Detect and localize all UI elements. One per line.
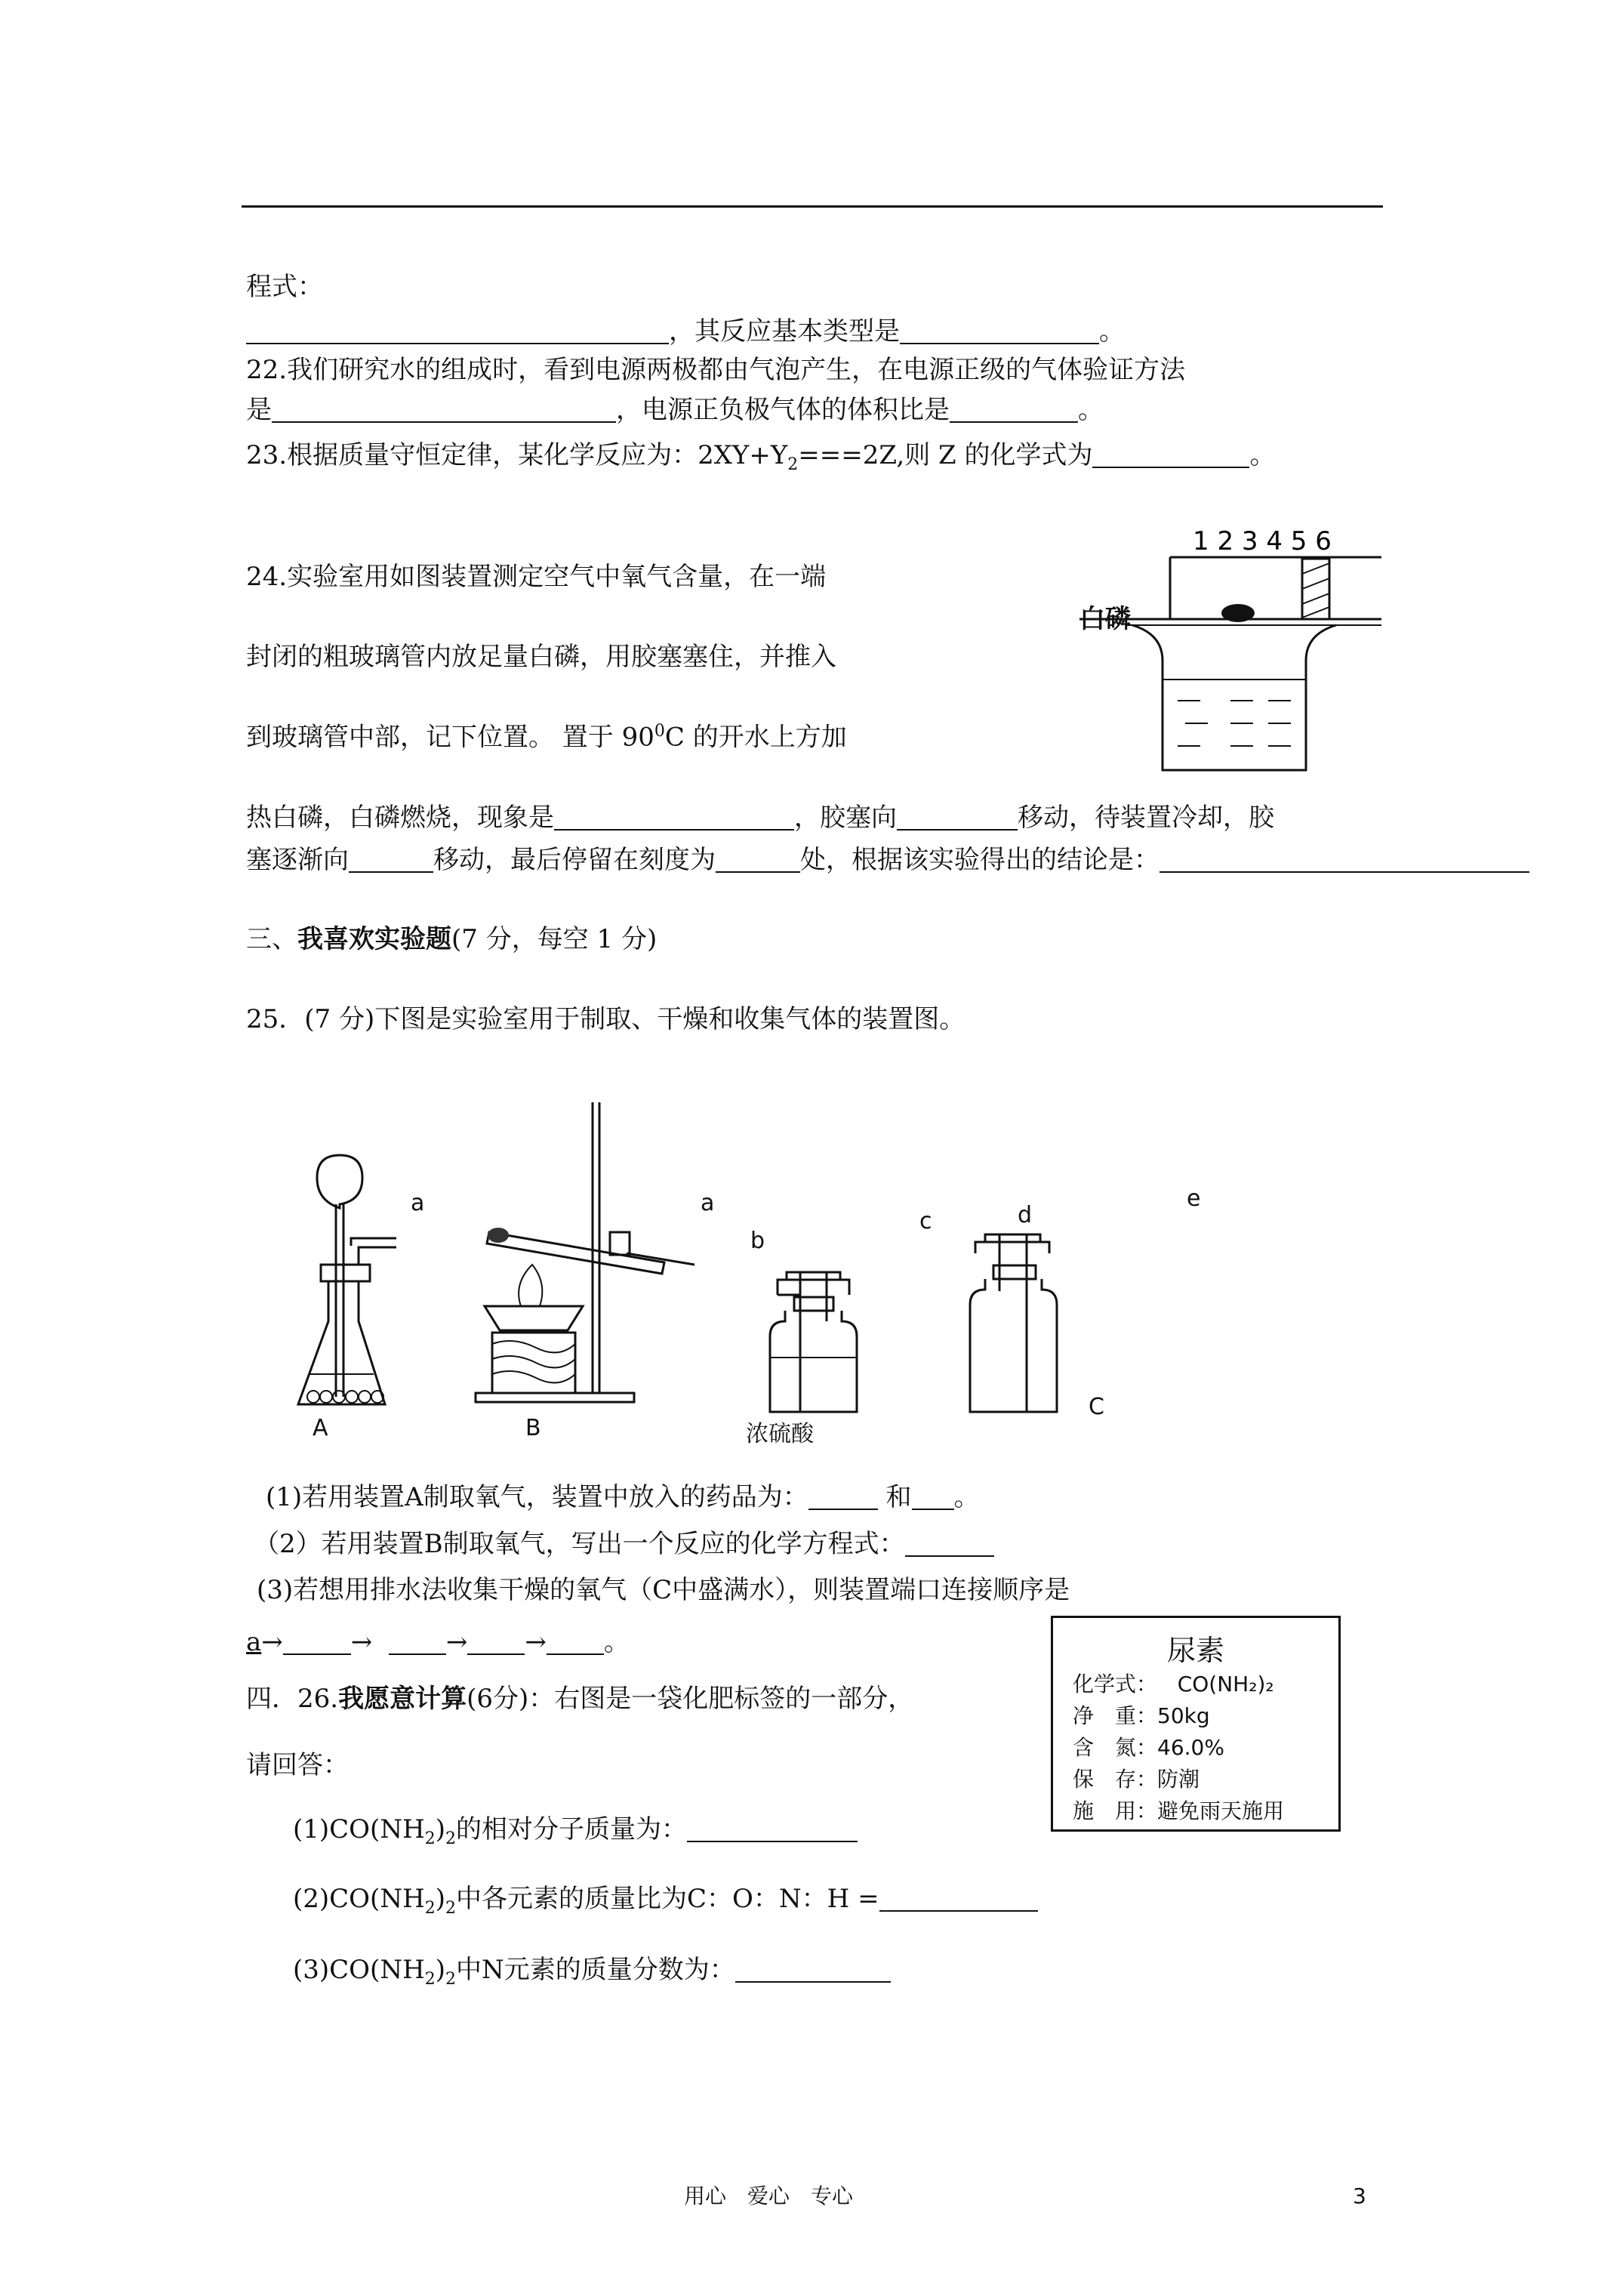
q25-blank-port4[interactable] [547, 1626, 604, 1655]
q24-line2: 封闭的粗玻璃管内放足量白磷，用胶塞塞住，并推入 [246, 642, 836, 672]
q26-p3: $(3)CO(NH_2)_2$中N元素的质量分数为： [293, 1954, 891, 1989]
label-d: d [1018, 1202, 1033, 1228]
q23-blank-formula[interactable] [1092, 439, 1249, 468]
q25-sequence: a→ → → → 。 [246, 1627, 630, 1657]
q21-blank-type[interactable] [900, 316, 1099, 344]
q25-blank-equation[interactable] [905, 1528, 994, 1557]
label-A: A [313, 1415, 328, 1441]
label-B: B [525, 1415, 541, 1441]
page-number: 3 [1353, 2184, 1366, 2208]
q24-line3: 到玻璃管中部，记下位置。 置于 $90^0C$ 的开水上方加 [246, 722, 847, 753]
fertilizer-formula: 化学式： CO(NH₂)₂ [1073, 1672, 1274, 1697]
q24-blank-scale[interactable] [716, 844, 800, 873]
fertilizer-nitrogen: 含 氮：46.0% [1073, 1735, 1224, 1760]
fertilizer-apply: 施 用：避免雨天施用 [1073, 1798, 1285, 1823]
q24-blank-phenomenon[interactable] [554, 802, 794, 831]
q21-blank-equation[interactable] [246, 316, 669, 344]
q21-line1: 程式： [246, 272, 323, 302]
q25-p3: (3)若想用排水法收集干燥的氧气（C中盛满水），则装置端口连接顺序是 [257, 1575, 1070, 1605]
q21-line2: ，其反应基本类型是 。 [246, 316, 1125, 347]
label-acid: 浓硫酸 [746, 1421, 814, 1447]
q25-blank-drug2[interactable] [912, 1481, 954, 1510]
q26-blank-mass[interactable] [687, 1814, 858, 1842]
apparatus-B [476, 1102, 694, 1402]
fertilizer-weight: 净 重：50kg [1073, 1703, 1210, 1728]
section3-heading: 三、我喜欢实验题(7 分，每空 1 分) [246, 924, 658, 954]
fertilizer-storage: 保 存：防潮 [1073, 1767, 1200, 1792]
q24-line4: 热白磷，白磷燃烧，现象是 ，胶塞向 移动，待装置冷却，胶 [246, 803, 1274, 833]
q24-blank-direction2[interactable] [349, 844, 433, 873]
q25-p1: (1)若用装置A制取氧气，装置中放入的药品为： 和 。 [266, 1482, 980, 1512]
q25-blank-port1[interactable] [283, 1626, 351, 1655]
q22-blank-method[interactable] [272, 394, 616, 423]
q26-p2: $(2)CO(NH_2)_2$中各元素的质量比为C：O：N：H = [293, 1883, 1038, 1918]
label-a-2: a [701, 1190, 715, 1216]
section4-heading: 四．26.我愿意计算(6分)：右图是一袋化肥标签的一部分， [246, 1684, 914, 1714]
apparatus-C [970, 1234, 1057, 1412]
label-b: b [750, 1228, 765, 1254]
apparatus-A [298, 1155, 396, 1404]
q25-intro: 25．(7 分)下图是实验室用于制取、干燥和收集气体的装置图。 [246, 1004, 965, 1034]
q21-text: ，其反应基本类型是 [669, 316, 900, 347]
label-e: e [1187, 1185, 1201, 1212]
q24-line1: 24.实验室用如图装置测定空气中氧气含量，在一端 [246, 562, 827, 592]
footer-motto: 用心 爱心 专心 [684, 2184, 854, 2208]
q23: 23.根据质量守恒定律，某化学反应为：$2XY+Y_2===2Z$,则 Z 的化学式为 。 [246, 440, 1276, 474]
fertilizer-title: 尿素 [1166, 1634, 1224, 1667]
q22-line2: 是 ，电源正负极气体的体积比是 。 [246, 395, 1104, 425]
q25-blank-drug1[interactable] [808, 1481, 878, 1510]
q25-p2: （2）若用装置B制取氧气，写出一个反应的化学方程式： [254, 1528, 994, 1560]
wash-bottle [770, 1272, 857, 1412]
q26-p1: $(1)CO(NH_2)_2$的相对分子质量为： [293, 1814, 858, 1849]
q26-blank-ratio[interactable] [879, 1883, 1038, 1912]
label-C: C [1089, 1394, 1104, 1420]
label-a-1: a [411, 1190, 425, 1216]
header-rule [242, 205, 1383, 208]
q24-blank-conclusion[interactable] [1160, 844, 1529, 873]
q24-line5: 塞逐渐向 移动，最后停留在刻度为 处，根据该实验得出的结论是： [246, 844, 1529, 876]
q26-blank-fraction[interactable] [735, 1954, 891, 1983]
q24-figure-label: 白磷 [1079, 604, 1131, 634]
scale-label: 1 2 3 4 5 6 [1193, 526, 1332, 556]
q24-apparatus-figure [1079, 521, 1381, 778]
fertilizer-label [1051, 1616, 1341, 1832]
q25-blank-port3[interactable] [467, 1626, 525, 1655]
q22-line1: 22.我们研究水的组成时，看到电源两极都由气泡产生，在电源正级的气体验证方法 [246, 355, 1186, 385]
label-c: c [919, 1208, 932, 1234]
q22-blank-ratio[interactable] [950, 394, 1078, 423]
q24-blank-direction1[interactable] [897, 802, 1018, 831]
q25-blank-port2[interactable] [389, 1626, 446, 1655]
section4-line2: 请回答： [246, 1750, 349, 1780]
